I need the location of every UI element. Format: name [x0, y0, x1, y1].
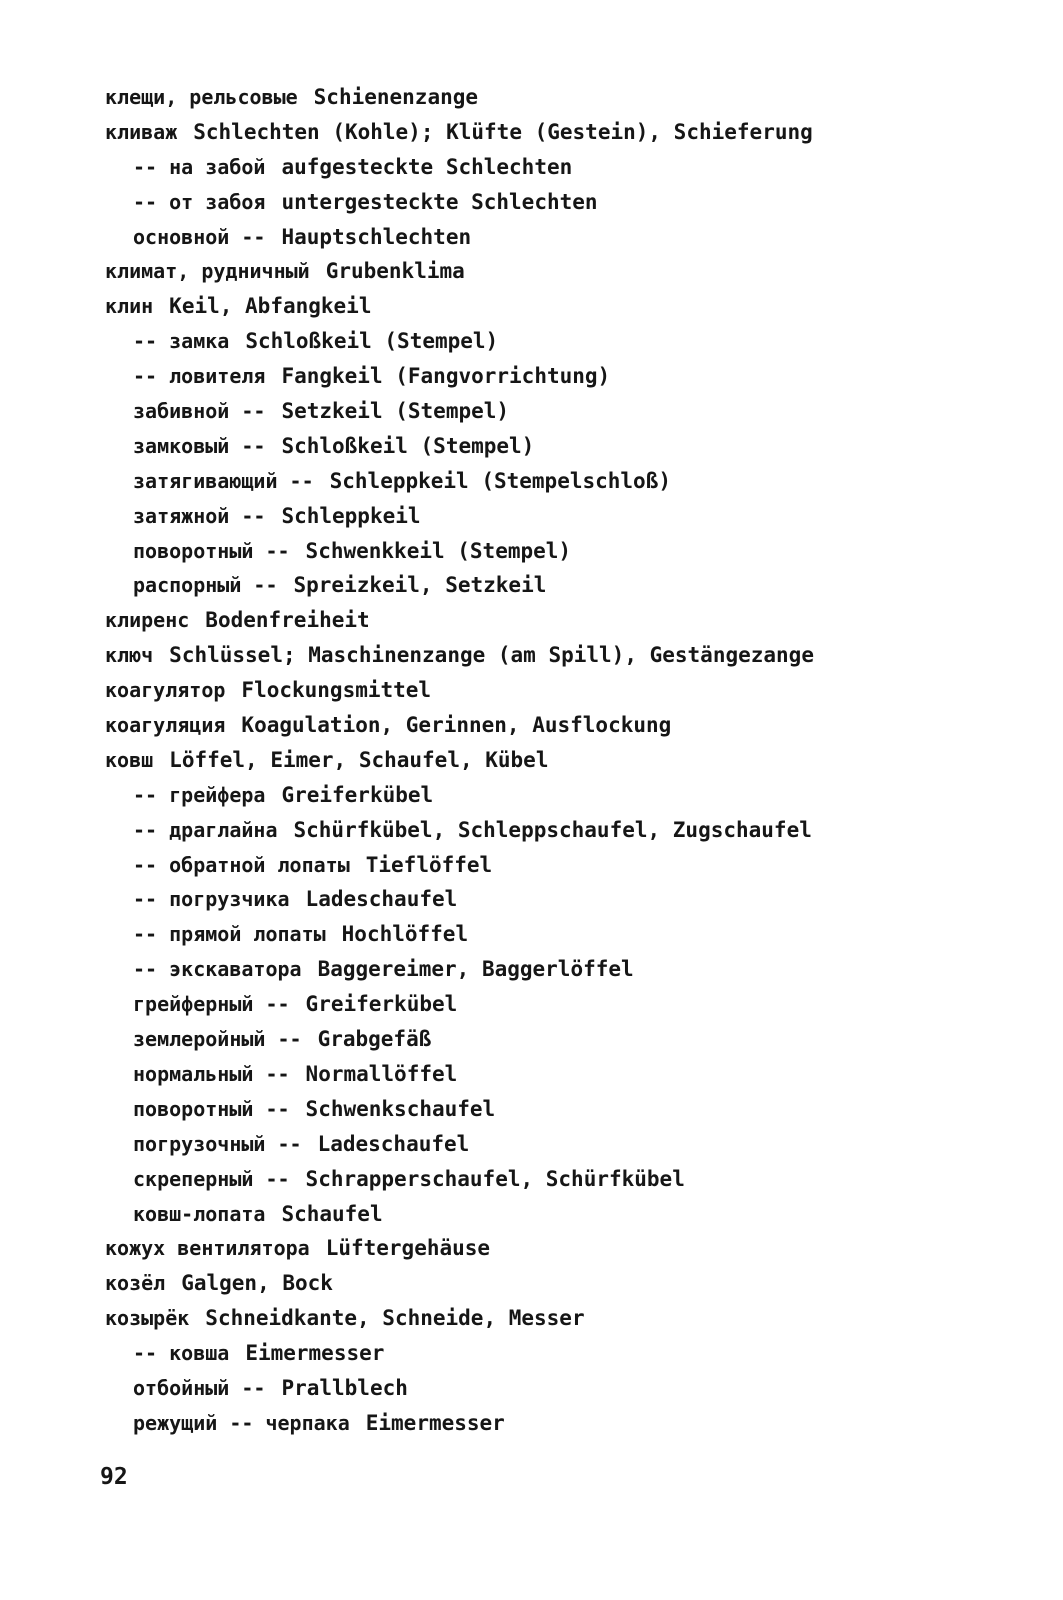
russian-term: клиренс [105, 608, 190, 633]
german-translation: Galgen, Bock [181, 1271, 333, 1296]
dictionary-entry [0, 1266, 1063, 1301]
dictionary-entry [0, 743, 1063, 778]
russian-term: замковый -- [133, 433, 266, 458]
russian-term: погрузочный -- [133, 1131, 302, 1156]
russian-term: козырёк [105, 1306, 190, 1331]
german-translation: Schneidkante, Schneide, Messer [205, 1306, 585, 1331]
dictionary-subentry [0, 1022, 1063, 1057]
dictionary-entry [0, 673, 1063, 708]
russian-term: грейферный -- [133, 992, 290, 1017]
dictionary-subentry [0, 394, 1063, 429]
russian-term: -- от забоя [133, 189, 266, 214]
german-translation: Normallöffel [305, 1061, 458, 1086]
german-translation: Greiferkübel [281, 782, 434, 807]
german-translation: Lüftergehäuse [325, 1236, 491, 1261]
german-translation: Schwenkkeil (Stempel) [305, 538, 572, 563]
russian-term: -- на забой [133, 154, 266, 179]
dictionary-entry [0, 80, 1063, 115]
russian-term: поворотный -- [133, 538, 290, 563]
russian-term: -- погрузчика [133, 887, 290, 912]
dictionary-subentry [0, 429, 1063, 464]
russian-term: -- экскаватора [133, 957, 302, 982]
german-translation: Bodenfreiheit [205, 608, 370, 633]
russian-term: коагулятор [105, 678, 226, 703]
russian-term: -- прямой лопаты [133, 922, 326, 947]
dictionary-subentry [0, 220, 1063, 255]
dictionary-subentry [0, 813, 1063, 848]
dictionary-entry [0, 708, 1063, 743]
russian-term: -- обратной лопаты [133, 852, 350, 877]
german-translation: Schleppkeil (Stempelschloß) [329, 468, 671, 493]
german-translation: Ladeschaufel [305, 887, 458, 912]
german-translation: Tieflöffel [365, 852, 493, 877]
dictionary-subentry [0, 150, 1063, 185]
russian-term: -- замка [133, 329, 230, 354]
russian-term: климат, рудничный [105, 259, 310, 284]
russian-term: затягивающий -- [133, 468, 314, 493]
german-translation: Keil, Abfangkeil [169, 294, 372, 319]
german-translation: Koagulation, Gerinnen, Ausflockung [241, 713, 672, 738]
german-translation: Flockungsmittel [241, 678, 432, 703]
german-translation: Hochlöffel [341, 922, 469, 947]
russian-term: коагуляция [105, 713, 226, 738]
dictionary-entry [0, 638, 1063, 673]
dictionary-subentry [0, 1371, 1063, 1406]
russian-term: распорный -- [133, 573, 278, 598]
german-translation: Hauptschlechten [281, 224, 472, 249]
dictionary-subentry [0, 1162, 1063, 1197]
german-translation: Greiferkübel [305, 992, 458, 1017]
dictionary-subentry [0, 499, 1063, 534]
russian-term: ковш [105, 747, 154, 772]
russian-term: ключ [105, 643, 154, 668]
german-translation: Schleppkeil [281, 503, 421, 528]
russian-term: отбойный -- [133, 1375, 266, 1400]
russian-term: поворотный -- [133, 1096, 290, 1121]
german-translation: Eimermesser [365, 1410, 505, 1435]
german-translation: Eimermesser [245, 1341, 385, 1366]
german-translation: Prallblech [281, 1375, 408, 1400]
dictionary-subentry [0, 1092, 1063, 1127]
dictionary-entry [0, 254, 1063, 289]
german-translation: Baggereimer, Baggerlöffel [317, 957, 634, 982]
dictionary-subentry [0, 952, 1063, 987]
russian-term: основной -- [133, 224, 266, 249]
dictionary-entry [0, 115, 1063, 150]
russian-term: клин [105, 294, 154, 319]
russian-term: скреперный -- [133, 1166, 290, 1191]
russian-term: кливаж [105, 119, 178, 144]
dictionary-subentry [0, 882, 1063, 917]
german-translation: Schienenzange [313, 85, 479, 109]
russian-term: нормальный -- [133, 1061, 290, 1086]
dictionary-entry [0, 1231, 1063, 1266]
russian-term: -- драглайна [133, 817, 278, 842]
dictionary-subentry [0, 464, 1063, 499]
dictionary-subentry [0, 987, 1063, 1022]
russian-term: козёл [105, 1271, 166, 1296]
german-translation: Grabgefäß [317, 1027, 432, 1052]
german-translation: Schürfkübel, Schleppschaufel, Zugschaufel [293, 817, 812, 842]
german-translation: Löffel, Eimer, Schaufel, Kübel [169, 747, 549, 772]
german-translation: Schrapperschaufel, Schürfkübel [305, 1166, 685, 1191]
russian-term: режущий -- черпака [133, 1410, 350, 1435]
german-translation: Fangkeil (Fangvorrichtung) [281, 364, 611, 389]
russian-term: кожух вентилятора [105, 1236, 310, 1261]
russian-term: ковш-лопата [133, 1201, 266, 1226]
dictionary-subentry [0, 534, 1063, 569]
dictionary-subentry [0, 917, 1063, 952]
german-translation: Schaufel [281, 1201, 383, 1226]
german-translation: Schloßkeil (Stempel) [281, 433, 535, 458]
german-translation: Grubenklima [325, 259, 465, 284]
russian-term: затяжной -- [133, 503, 266, 528]
dictionary-entry [0, 289, 1063, 324]
german-translation: Setzkeil (Stempel) [281, 399, 510, 424]
dictionary-subentry [0, 324, 1063, 359]
page-number: 92 [100, 1464, 128, 1490]
german-translation: Spreizkeil, Setzkeil [293, 573, 547, 598]
russian-term: забивной -- [133, 399, 266, 424]
dictionary-subentry [0, 1127, 1063, 1162]
german-translation: Schloßkeil (Stempel) [245, 329, 499, 354]
dictionary-entry [0, 1301, 1063, 1336]
russian-term: -- ковша [133, 1341, 230, 1366]
german-translation: Schlüssel; Maschinenzange (am Spill), Gestängezange [169, 643, 814, 668]
dictionary-subentry [0, 778, 1063, 813]
dictionary-subentry [0, 1057, 1063, 1092]
russian-term: землеройный -- [133, 1027, 302, 1052]
entry-list [0, 80, 1063, 1441]
dictionary-subentry [0, 848, 1063, 883]
dictionary-subentry [0, 1197, 1063, 1232]
dictionary-entry [0, 603, 1063, 638]
german-translation: Ladeschaufel [317, 1131, 470, 1156]
german-translation: untergesteckte Schlechten [281, 189, 598, 214]
dictionary-subentry [0, 568, 1063, 603]
russian-term: -- ловителя [133, 364, 266, 389]
german-translation: aufgesteckte Schlechten [281, 154, 573, 179]
german-translation: Schlechten (Kohle); Klüfte (Gestein), Schieferung [193, 119, 813, 144]
dictionary-subentry [0, 359, 1063, 394]
russian-term: -- грейфера [133, 782, 266, 807]
dictionary-subentry [0, 1336, 1063, 1371]
russian-term: клещи, рельсовые [105, 85, 298, 109]
german-translation: Schwenkschaufel [305, 1096, 496, 1121]
dictionary-subentry [0, 1406, 1063, 1441]
dictionary-subentry [0, 185, 1063, 220]
